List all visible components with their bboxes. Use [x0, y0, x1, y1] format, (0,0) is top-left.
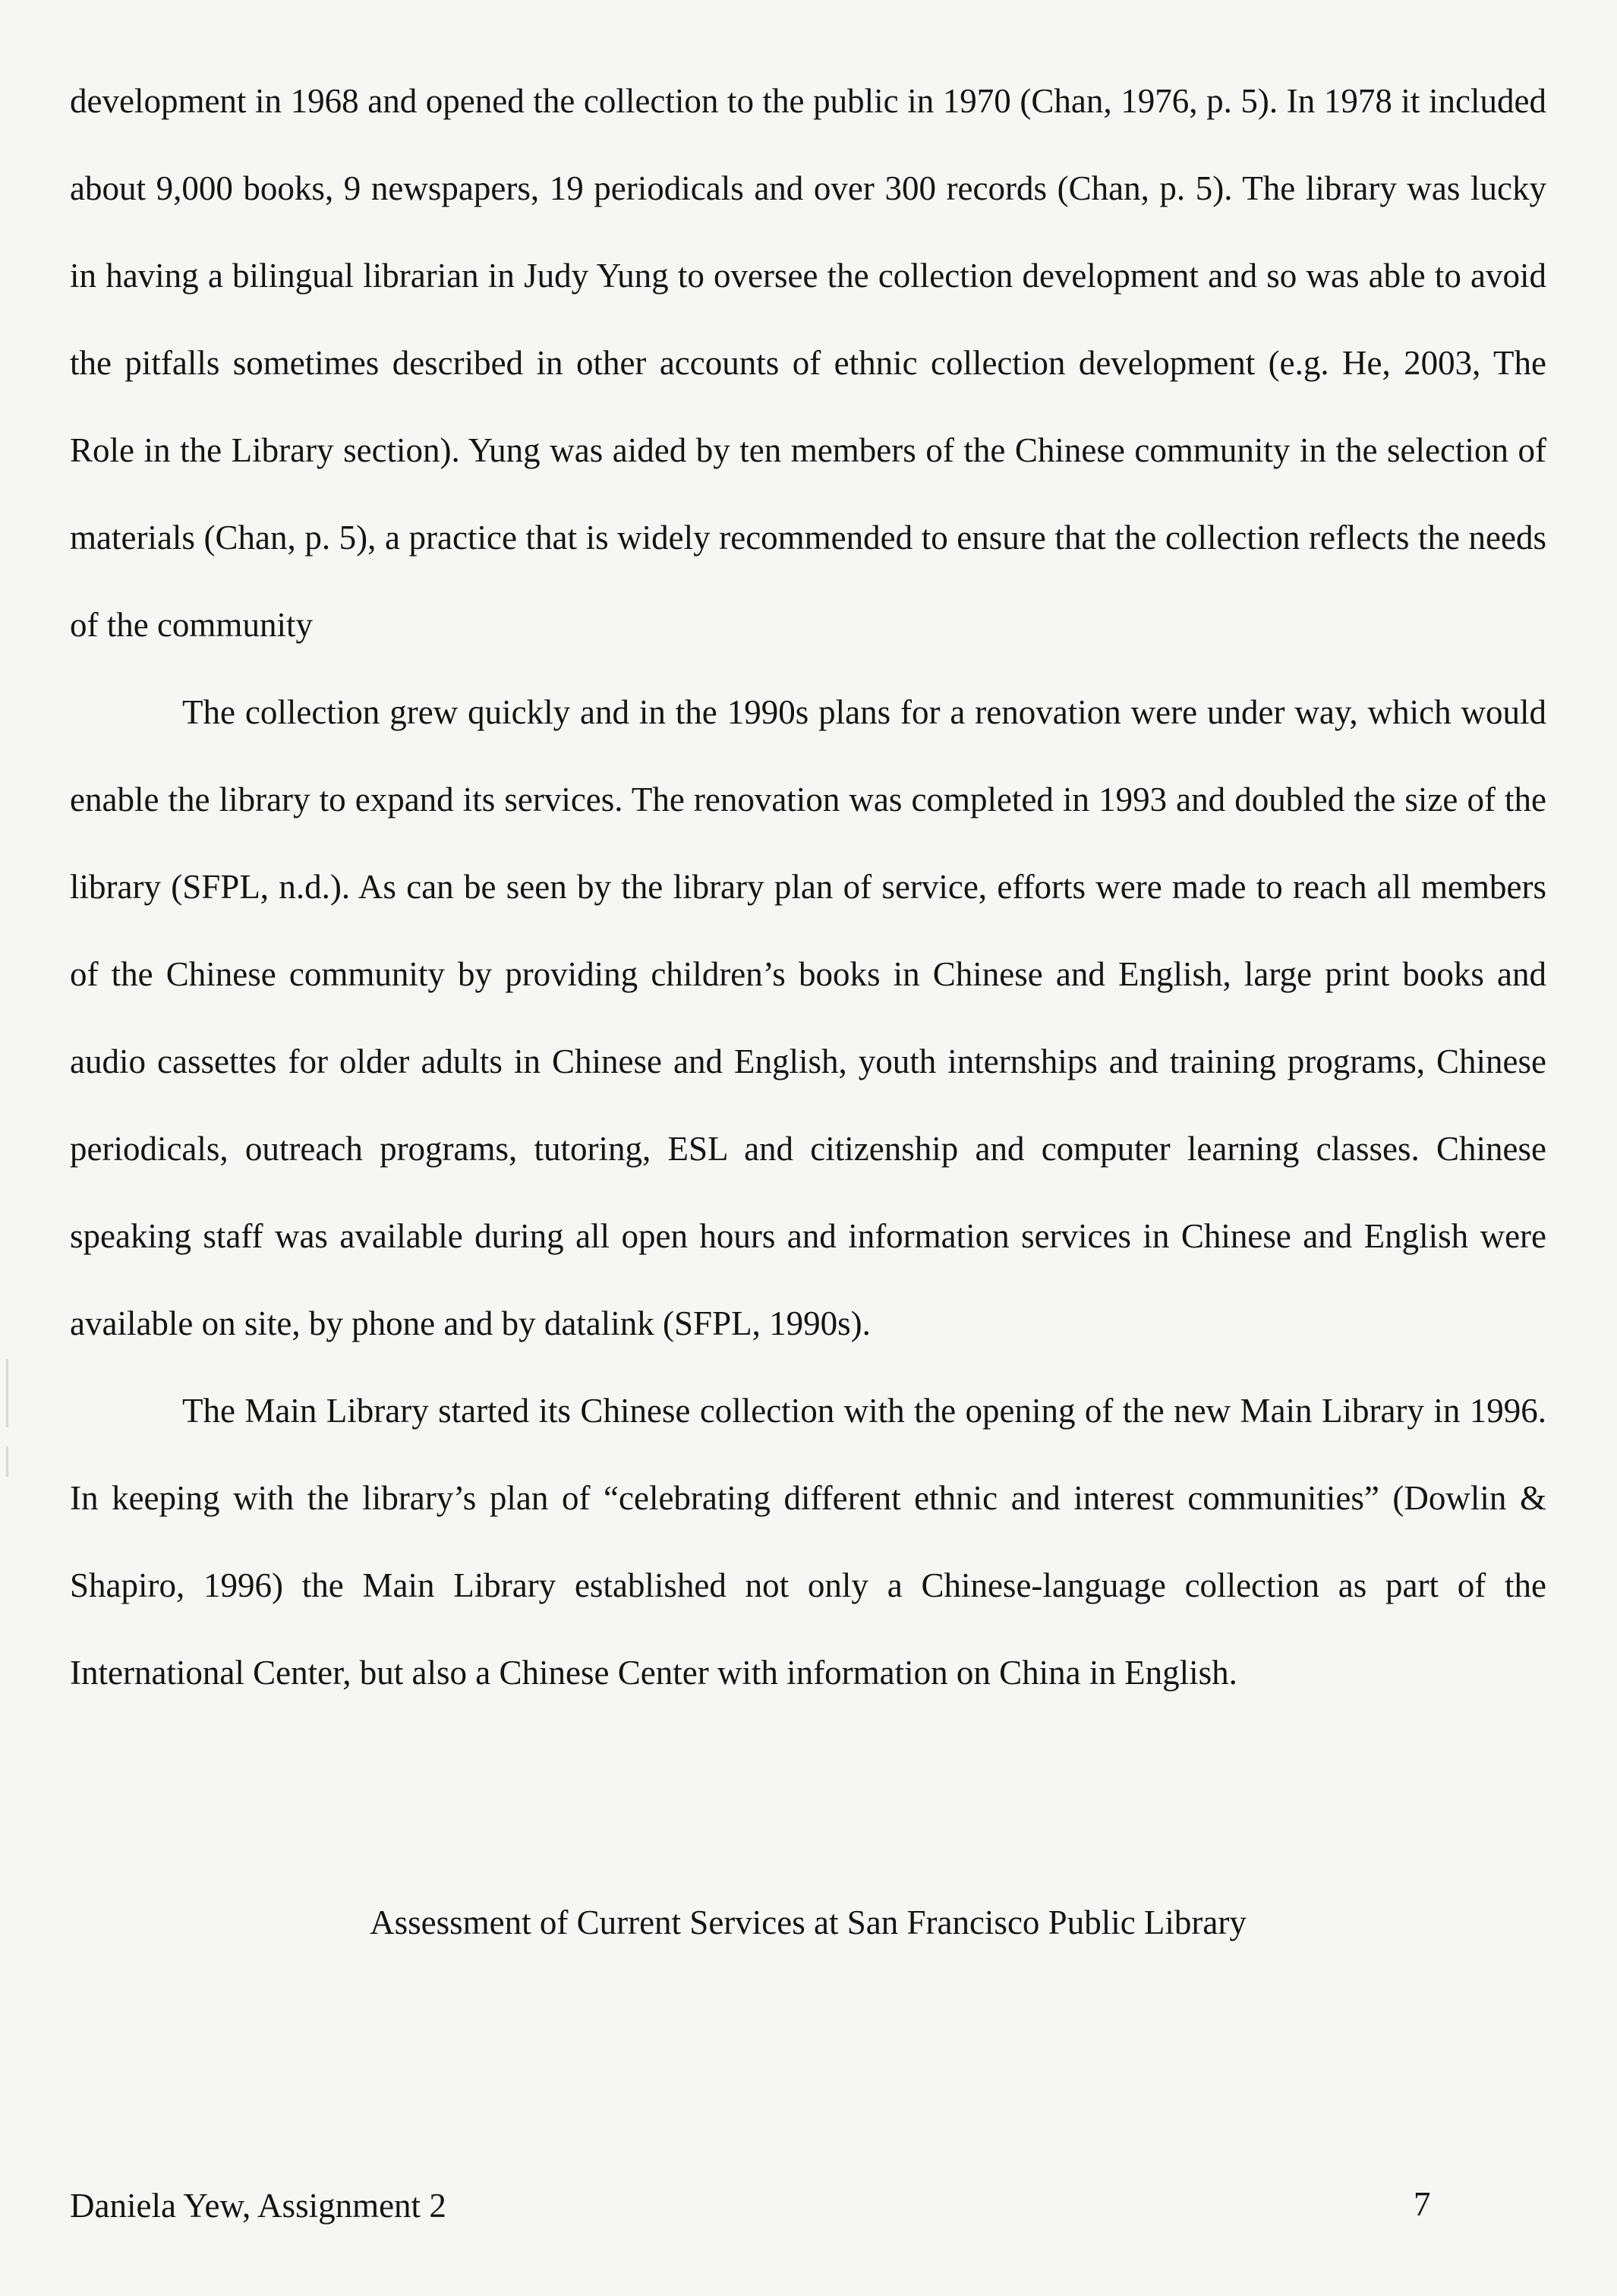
- paragraph-1: development in 1968 and opened the collection to the public in 1970 (Chan, 1976, p. 5). In 1978 it included about 9,000 books, 9 newspapers, 19 periodicals and over 300 records (Chan, p. 5). The library was lucky in having a bilingual librarian in Judy Yung to oversee the collection development and so was able to avoid the pitfalls sometimes described in other accounts of ethnic collection development (e.g. He, 2003, The Role in the Library section). Yung was aided by ten members of the Chinese community in the selection of materials (Chan, p. 5), a practice that is widely recommended to ensure that the collection reflects the needs of the community: [70, 82, 1546, 644]
- scan-artifact: [6, 1359, 8, 1427]
- page-number: 7: [1414, 2185, 1431, 2223]
- paragraph-2: The collection grew quickly and in the 1990s plans for a renovation were under way, which would enable the library to expand its services. The renovation was completed in 1993 and doubled the size of the library (SFPL, n.d.). As can be seen by the library plan of service, efforts were made to reach all members of the Chinese community by providing children’s books in Chinese and English, large print books and audio cassettes for older adults in Chinese and English, youth internships and training programs, Chinese periodicals, outreach programs, tutoring, ESL and citizenship and computer learning classes. Chinese speaking staff was available during all open hours and information services in Chinese and English were available on site, by phone and by datalink (SFPL, 1990s).: [70, 693, 1546, 1342]
- section-heading: Assessment of Current Services at San Francisco Public Library: [370, 1903, 1247, 1941]
- body-text: [70, 58, 1546, 1717]
- scan-artifact: [6, 1446, 8, 1477]
- paragraph-3: The Main Library started its Chinese collection with the opening of the new Main Library in 1996. In keeping with the library’s plan of “celebrating different ethnic and interest communities” (Dowlin & Shapiro, 1996) the Main Library established not only a Chinese-language collection as part of the International Center, but also a Chinese Center with information on China in English.: [70, 1392, 1546, 1692]
- footer-author-assignment: Daniela Yew, Assignment 2: [70, 2187, 446, 2225]
